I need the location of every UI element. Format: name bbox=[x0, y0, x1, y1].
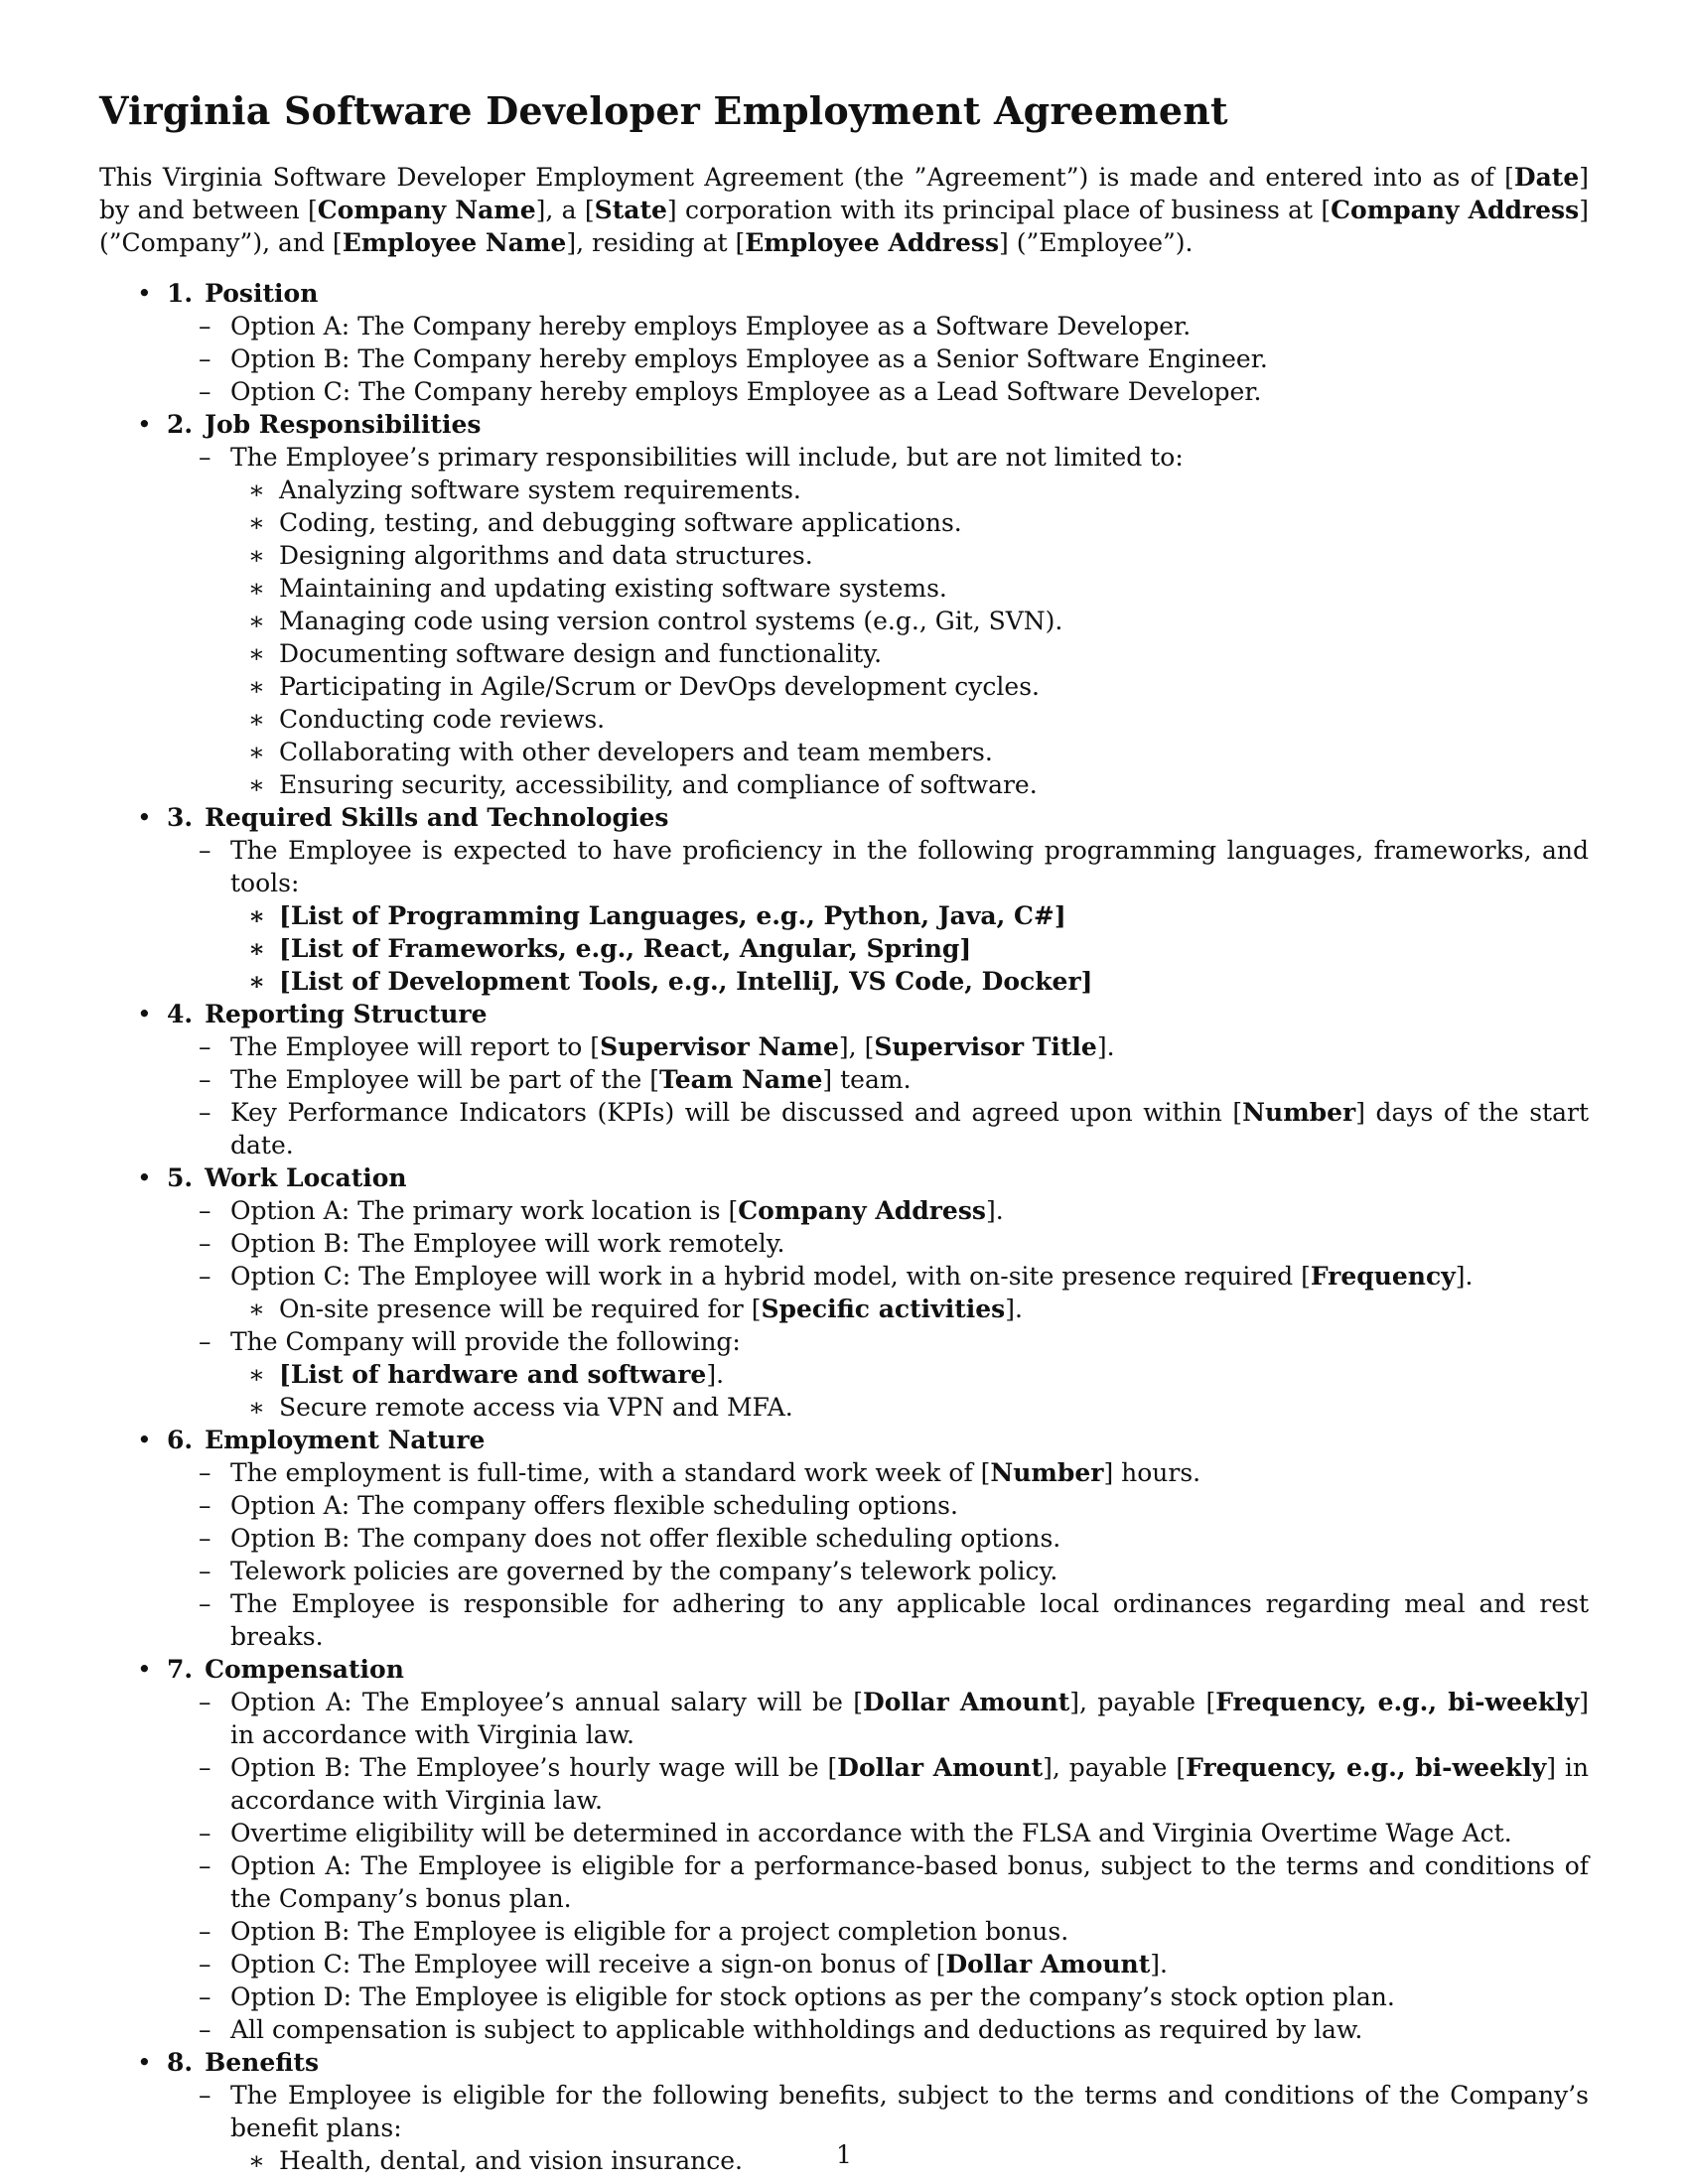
item-text: Maintaining and updating existing software systems. bbox=[279, 574, 947, 603]
placeholder-dollar-amount: Dollar Amount bbox=[837, 1753, 1044, 1782]
sub-list-item: ∗ [List of Programming Languages, e.g., Python, Java, C#] bbox=[248, 901, 1066, 930]
placeholder-frameworks: List of Frameworks, e.g., React, Angular, Spring bbox=[290, 934, 960, 963]
sub-list-item bbox=[99, 670, 1589, 703]
dash-icon: – bbox=[199, 1098, 211, 1127]
asterisk-icon: ∗ bbox=[248, 476, 265, 504]
item-text: Designing algorithms and data structures. bbox=[279, 541, 813, 570]
dash-icon: – bbox=[199, 1196, 211, 1225]
item-text: ]. bbox=[1455, 1262, 1474, 1291]
section-heading bbox=[167, 2046, 1589, 2079]
section-work-location bbox=[99, 1161, 1589, 1194]
section-title: Position bbox=[205, 279, 319, 308]
item-text: ]. bbox=[1005, 1295, 1023, 1323]
dash-icon: – bbox=[199, 1851, 211, 1880]
item-text: The Company will provide the following: bbox=[230, 1327, 741, 1356]
item-text: Option B: The Employee is eligible for a project completion bonus. bbox=[230, 1917, 1069, 1946]
item-text: Conducting code reviews. bbox=[279, 705, 606, 734]
item-text: Option A: The Employee is eligible for a performance-based bonus, subject to the terms and conditions of the Company’s bonus plan. bbox=[230, 1851, 1589, 1913]
list-item bbox=[99, 310, 1589, 342]
section-employment-nature bbox=[99, 1424, 1589, 1456]
section-list bbox=[99, 277, 1589, 2177]
placeholder-programming-languages: List of Programming Languages, e.g., Python, Java, C# bbox=[290, 901, 1055, 930]
bullet-icon: • bbox=[137, 2048, 152, 2077]
asterisk-icon: ∗ bbox=[248, 2146, 265, 2175]
list-item bbox=[99, 1948, 1589, 1980]
placeholder-date: Date bbox=[1513, 163, 1580, 192]
section-title: Reporting Structure bbox=[205, 1000, 488, 1028]
sub-list-item: ∗ [List of Frameworks, e.g., React, Angular, Spring] bbox=[248, 934, 972, 963]
dash-icon: – bbox=[199, 1458, 211, 1487]
intro-text: ], a [ bbox=[535, 196, 595, 224]
placeholder-number: Number bbox=[990, 1458, 1104, 1487]
list-item bbox=[99, 1686, 1589, 1751]
item-text: Option C: The Employee will work in a hybrid model, with on-site presence required [ bbox=[230, 1262, 1311, 1291]
item-text: Option A: The Company hereby employs Employee as a Software Developer. bbox=[230, 312, 1192, 341]
document-title: Virginia Software Developer Employment Agreement bbox=[99, 88, 1228, 133]
sub-list-item bbox=[99, 1391, 1589, 1424]
list-item bbox=[99, 1227, 1589, 1260]
item-text: On-site presence will be required for [ bbox=[279, 1295, 762, 1323]
item-text: The Employee is expected to have proficiency in the following programming languages, frameworks, and tools: bbox=[230, 836, 1589, 897]
item-text: ]. bbox=[985, 1196, 1004, 1225]
bullet-icon: • bbox=[137, 410, 152, 439]
item-text: ] in accordance with Virginia law. bbox=[230, 1688, 1589, 1749]
placeholder-supervisor-name: Supervisor Name bbox=[600, 1032, 839, 1061]
item-text: The employment is full-time, with a standard work week of [ bbox=[230, 1458, 991, 1487]
section-title: Compensation bbox=[205, 1655, 404, 1684]
list-item bbox=[99, 1325, 1589, 1358]
list-item bbox=[99, 1489, 1589, 1522]
list-item bbox=[99, 1063, 1589, 1096]
sub-list-item bbox=[99, 736, 1589, 768]
intro-text: ] corporation with its principal place of business at [ bbox=[666, 196, 1332, 224]
placeholder-employee-address: Employee Address bbox=[745, 228, 1000, 257]
list-item bbox=[99, 1030, 1589, 1063]
item-text: The Employee is responsible for adhering to any applicable local ordinances regarding meal and rest breaks. bbox=[230, 1589, 1589, 1651]
item-text: Collaborating with other developers and team members. bbox=[279, 738, 993, 766]
dash-icon: – bbox=[199, 443, 211, 472]
item-text: Overtime eligibility will be determined in accordance with the FLSA and Virginia Overtime Wage Act. bbox=[230, 1819, 1512, 1847]
list-item bbox=[99, 1587, 1589, 1653]
section-number: 5. bbox=[167, 1163, 194, 1192]
placeholder-frequency: Frequency, e.g., bi-weekly bbox=[1215, 1688, 1580, 1716]
asterisk-icon: ∗ bbox=[248, 705, 265, 734]
sub-list-item bbox=[99, 539, 1589, 572]
section-heading bbox=[167, 998, 1589, 1030]
item-text: Participating in Agile/Scrum or DevOps development cycles. bbox=[279, 672, 1040, 701]
dash-icon: – bbox=[199, 1950, 211, 1979]
list-item bbox=[99, 1194, 1589, 1227]
item-text: ]. bbox=[1150, 1950, 1168, 1979]
placeholder-state: State bbox=[594, 196, 667, 224]
item-text: ] team. bbox=[822, 1065, 912, 1094]
placeholder-company-address: Company Address bbox=[738, 1196, 986, 1225]
item-text: Option B: The Company hereby employs Employee as a Senior Software Engineer. bbox=[230, 344, 1268, 373]
section-heading bbox=[167, 277, 1589, 310]
dash-icon: – bbox=[199, 2081, 211, 2110]
item-text: Key Performance Indicators (KPIs) will be discussed and agreed upon within [ bbox=[230, 1098, 1243, 1127]
section-title: Job Responsibilities bbox=[205, 410, 482, 439]
placeholder-employee-name: Employee Name bbox=[342, 228, 567, 257]
section-reporting-structure bbox=[99, 998, 1589, 1030]
asterisk-icon: ∗ bbox=[248, 934, 266, 963]
item-text: The Employee’s primary responsibilities will include, but are not limited to: bbox=[230, 443, 1184, 472]
item-text: Managing code using version control systems (e.g., Git, SVN). bbox=[279, 607, 1063, 635]
bullet-icon: • bbox=[137, 1163, 152, 1192]
intro-text: ] (”Employee”). bbox=[999, 228, 1194, 257]
item-text: Option D: The Employee is eligible for stock options as per the company’s stock option plan. bbox=[230, 1982, 1395, 2011]
item-text: Option A: The primary work location is [ bbox=[230, 1196, 739, 1225]
dash-icon: – bbox=[199, 1065, 211, 1094]
asterisk-icon: ∗ bbox=[248, 1295, 265, 1323]
item-text: Secure remote access via VPN and MFA. bbox=[279, 1393, 793, 1422]
sub-list-item bbox=[99, 572, 1589, 605]
section-heading bbox=[167, 801, 1589, 834]
item-text: ], payable [ bbox=[1043, 1753, 1187, 1782]
asterisk-icon: ∗ bbox=[248, 672, 265, 701]
dash-icon: – bbox=[199, 1982, 211, 2011]
sub-list-item bbox=[99, 506, 1589, 539]
placeholder-supervisor-title: Supervisor Title bbox=[874, 1032, 1097, 1061]
list-item bbox=[99, 1456, 1589, 1489]
section-required-skills bbox=[99, 801, 1589, 834]
placeholder-company-name: Company Name bbox=[317, 196, 536, 224]
asterisk-icon: ∗ bbox=[248, 508, 265, 537]
section-benefits bbox=[99, 2046, 1589, 2079]
item-text: ], [ bbox=[838, 1032, 875, 1061]
placeholder-dollar-amount: Dollar Amount bbox=[945, 1950, 1151, 1979]
item-text: Option B: The Employee’s hourly wage will be [ bbox=[230, 1753, 838, 1782]
item-text: ] in accordance with Virginia law. bbox=[230, 1753, 1590, 1815]
asterisk-icon: ∗ bbox=[248, 770, 265, 799]
list-item bbox=[99, 1522, 1589, 1555]
asterisk-icon: ∗ bbox=[248, 901, 266, 930]
dash-icon: – bbox=[199, 1688, 211, 1716]
section-position bbox=[99, 277, 1589, 310]
item-text: Option A: The company offers flexible scheduling options. bbox=[230, 1491, 958, 1520]
bullet-icon: • bbox=[137, 1655, 152, 1684]
dash-icon: – bbox=[199, 1557, 211, 1585]
sub-list-item bbox=[99, 474, 1589, 506]
list-item bbox=[99, 1915, 1589, 1948]
list-item bbox=[99, 834, 1589, 899]
dash-icon: – bbox=[199, 1819, 211, 1847]
intro-text: This Virginia Software Developer Employment Agreement (the ”Agreement”) is made and entered into as of [ bbox=[99, 163, 1514, 192]
list-item bbox=[99, 2079, 1589, 2144]
dash-icon: – bbox=[199, 1589, 211, 1618]
section-number: 7. bbox=[167, 1655, 194, 1684]
item-text: Coding, testing, and debugging software applications. bbox=[279, 508, 962, 537]
dash-icon: – bbox=[199, 1327, 211, 1356]
sub-list-item bbox=[99, 768, 1589, 801]
item-text: Option B: The company does not offer flexible scheduling options. bbox=[230, 1524, 1061, 1553]
item-text: Ensuring security, accessibility, and compliance of software. bbox=[279, 770, 1038, 799]
sub-list-item: ∗ [List of hardware and software]. bbox=[248, 1360, 725, 1389]
item-text: Option B: The Employee will work remotely. bbox=[230, 1229, 785, 1258]
list-item bbox=[99, 441, 1589, 474]
dash-icon: – bbox=[199, 836, 211, 865]
sub-list-item bbox=[99, 703, 1589, 736]
sub-list-item bbox=[99, 605, 1589, 637]
item-text: The Employee will report to [ bbox=[230, 1032, 601, 1061]
dash-icon: – bbox=[199, 2015, 211, 2044]
asterisk-icon: ∗ bbox=[248, 738, 265, 766]
dash-icon: – bbox=[199, 1524, 211, 1553]
intro-text: ] (”Company”), and [ bbox=[99, 196, 1589, 257]
intro-text: ], residing at [ bbox=[566, 228, 746, 257]
list-item bbox=[99, 1555, 1589, 1587]
list-item bbox=[99, 1260, 1589, 1293]
item-text: Option A: The Employee’s annual salary will be [ bbox=[230, 1688, 864, 1716]
intro-paragraph bbox=[99, 161, 1589, 259]
placeholder-frequency: Frequency bbox=[1310, 1262, 1456, 1291]
item-text: ], payable [ bbox=[1069, 1688, 1216, 1716]
item-text: The Employee is eligible for the following benefits, subject to the terms and conditions of the Company’s benefit plans: bbox=[230, 2081, 1589, 2142]
dash-icon: – bbox=[199, 1491, 211, 1520]
placeholder-specific-activities: Specific activities bbox=[761, 1295, 1006, 1323]
section-title: Required Skills and Technologies bbox=[205, 803, 669, 832]
asterisk-icon: ∗ bbox=[248, 607, 265, 635]
bullet-icon: • bbox=[137, 803, 152, 832]
bullet-icon: • bbox=[137, 279, 152, 308]
dash-icon: – bbox=[199, 377, 211, 406]
placeholder-frequency: Frequency, e.g., bi-weekly bbox=[1186, 1753, 1547, 1782]
section-title: Benefits bbox=[205, 2048, 320, 2077]
section-number: 8. bbox=[167, 2048, 194, 2077]
dash-icon: – bbox=[199, 344, 211, 373]
agreement-document bbox=[99, 87, 1589, 2177]
bullet-icon: • bbox=[137, 1000, 152, 1028]
item-text: ] days of the start date. bbox=[230, 1098, 1589, 1160]
list-item bbox=[99, 375, 1589, 408]
item-text: ] hours. bbox=[1103, 1458, 1201, 1487]
dash-icon: – bbox=[199, 1753, 211, 1782]
list-item bbox=[99, 1980, 1589, 2013]
item-text: ]. bbox=[706, 1360, 725, 1389]
asterisk-icon: ∗ bbox=[248, 967, 266, 996]
section-number: 6. bbox=[167, 1426, 194, 1454]
list-item bbox=[99, 1751, 1589, 1817]
placeholder-hardware-software: List of hardware and software bbox=[290, 1360, 707, 1389]
sub-list-item: ∗ [List of Development Tools, e.g., IntelliJ, VS Code, Docker] bbox=[248, 967, 1093, 996]
asterisk-icon: ∗ bbox=[248, 541, 265, 570]
section-heading bbox=[167, 1424, 1589, 1456]
dash-icon: – bbox=[199, 312, 211, 341]
list-item bbox=[99, 1817, 1589, 1849]
sub-list-item bbox=[99, 637, 1589, 670]
item-text: Option C: The Company hereby employs Employee as a Lead Software Developer. bbox=[230, 377, 1262, 406]
placeholder-number: Number bbox=[1242, 1098, 1356, 1127]
section-heading bbox=[167, 1653, 1589, 1686]
section-compensation bbox=[99, 1653, 1589, 1686]
section-heading bbox=[167, 408, 1589, 441]
item-text: ]. bbox=[1096, 1032, 1115, 1061]
section-job-responsibilities bbox=[99, 408, 1589, 441]
list-item bbox=[99, 342, 1589, 375]
item-text: The Employee will be part of the [ bbox=[230, 1065, 660, 1094]
placeholder-development-tools: List of Development Tools, e.g., IntelliJ, VS Code, Docker bbox=[290, 967, 1081, 996]
item-text: Option C: The Employee will receive a sign-on bonus of [ bbox=[230, 1950, 946, 1979]
item-text: Health, dental, and vision insurance. bbox=[279, 2146, 744, 2175]
placeholder-company-address: Company Address bbox=[1331, 196, 1580, 224]
page-number: 1 bbox=[836, 2140, 852, 2169]
asterisk-icon: ∗ bbox=[248, 1360, 265, 1389]
section-title: Work Location bbox=[205, 1163, 407, 1192]
asterisk-icon: ∗ bbox=[248, 1393, 265, 1422]
item-text: All compensation is subject to applicable withholdings and deductions as required by law. bbox=[230, 2015, 1363, 2044]
bullet-icon: • bbox=[137, 1426, 152, 1454]
section-heading bbox=[167, 1161, 1589, 1194]
sub-list-item bbox=[99, 1293, 1589, 1325]
item-text: Analyzing software system requirements. bbox=[279, 476, 801, 504]
list-item bbox=[99, 1849, 1589, 1915]
section-title: Employment Nature bbox=[205, 1426, 486, 1454]
placeholder-dollar-amount: Dollar Amount bbox=[863, 1688, 1070, 1716]
section-number: 4. bbox=[167, 1000, 194, 1028]
placeholder-team-name: Team Name bbox=[659, 1065, 823, 1094]
list-item bbox=[99, 2013, 1589, 2046]
asterisk-icon: ∗ bbox=[248, 574, 265, 603]
dash-icon: – bbox=[199, 1262, 211, 1291]
list-item bbox=[99, 1096, 1589, 1161]
section-number: 3. bbox=[167, 803, 194, 832]
item-text: Telework policies are governed by the company’s telework policy. bbox=[230, 1557, 1058, 1585]
dash-icon: – bbox=[199, 1229, 211, 1258]
dash-icon: – bbox=[199, 1032, 211, 1061]
section-number: 2. bbox=[167, 410, 194, 439]
dash-icon: – bbox=[199, 1917, 211, 1946]
item-text: Documenting software design and functionality. bbox=[279, 639, 883, 668]
intro-text: ] by and between [ bbox=[99, 163, 1589, 224]
section-number: 1. bbox=[167, 279, 194, 308]
asterisk-icon: ∗ bbox=[248, 639, 265, 668]
